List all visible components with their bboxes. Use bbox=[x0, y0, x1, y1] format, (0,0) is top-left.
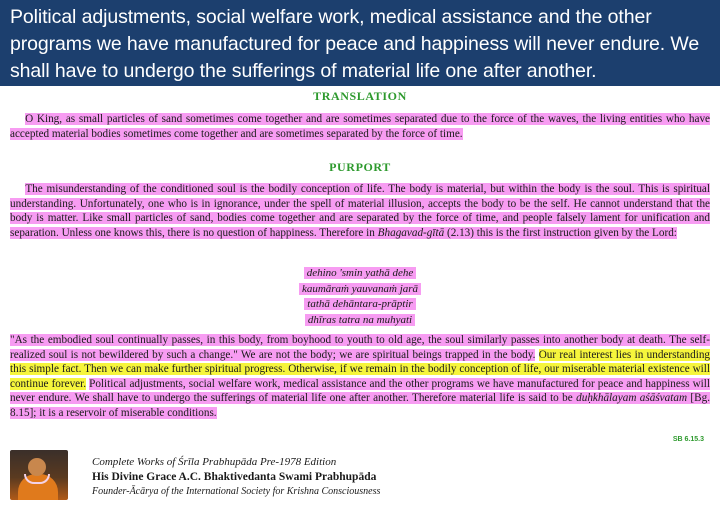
final-text-part1: "As the embodied soul continually passes, in this body, from boyhood to youth to old age, the soul similarly passes into another body at death. The self-realized soul is not bewildered by such a change." We are not the body; we are spiritual beings trapped in the body. bbox=[10, 334, 710, 361]
footer-title: Founder-Ācārya of the International Society for Krishna Consciousness bbox=[92, 486, 381, 497]
purport-text-before: The misunderstanding of the conditioned soul is the bodily conception of life. The body is material, but within the body is the soul. This is spiritual understanding. Unfortunately, one who is in ignorance, under the spell of material illusion, accepts the body to be the self. He cannot understand that the body is matter. Like small particles of sand, bodies come together and are separated by the force of time, and people falsely lament for unification and separation. Unless one knows this, there is no question of happiness. Therefore in bbox=[10, 183, 711, 239]
verse-line: kaumāraṁ yauvanaṁ jarā bbox=[299, 283, 421, 295]
purport-book-title: Bhagavad-gītā bbox=[377, 226, 445, 239]
verse-reference: SB 6.15.3 bbox=[672, 436, 704, 443]
sanskrit-verse bbox=[0, 266, 720, 328]
head-shape bbox=[28, 458, 46, 476]
final-text-part2: Our real interest lies in understanding this simple fact. Then we can make further spiritual progress. Otherwise, if we remain in the bodily conception of life, our miserable material existence will continue forever. bbox=[10, 348, 711, 390]
footer-credits bbox=[92, 455, 380, 498]
translation-paragraph bbox=[10, 112, 710, 141]
final-sanskrit: duḥkhālayam aśāśvatam bbox=[576, 392, 688, 405]
footer-author: His Divine Grace A.C. Bhaktivedanta Swami Prabhupāda bbox=[92, 471, 377, 483]
footer-edition: Complete Works of Śrīla Prabhupāda Pre-1978 Edition bbox=[92, 456, 337, 468]
final-citation: [Bg. 8.15]; it is a reservoir of miserable conditions. bbox=[10, 392, 710, 419]
purport-text-after: (2.13) this is the first instruction given by the Lord: bbox=[444, 226, 677, 239]
verse-line: dehino 'smin yathā dehe bbox=[304, 267, 417, 279]
author-photo bbox=[10, 450, 68, 500]
purport-heading: PURPORT bbox=[329, 160, 391, 174]
translation-text: O King, as small particles of sand sometimes come together and are sometimes separated due to the force of the waves, the living entities who have accepted material bodies sometimes come together and are sometimes separated by the force of time. bbox=[10, 113, 711, 140]
final-paragraph bbox=[10, 333, 710, 421]
verse-line: dhīras tatra na muhyati bbox=[305, 314, 415, 326]
verse-line: tathā dehāntara-prāptir bbox=[304, 298, 415, 310]
final-text-part3: Political adjustments, social welfare work, medical assistance and the other programs we have manufactured for peace and happiness will never endure. We shall have to undergo the sufferings of material life one after another. Therefore material life is said to be bbox=[10, 377, 711, 405]
translation-heading: TRANSLATION bbox=[313, 89, 407, 103]
banner-text: Political adjustments, social welfare work, medical assistance and the other programs we have manufactured for peace and happiness will never endure. We shall have to undergo the sufferings of material life one after another. bbox=[10, 6, 700, 82]
quote-banner bbox=[0, 0, 720, 86]
purport-paragraph bbox=[10, 182, 710, 240]
